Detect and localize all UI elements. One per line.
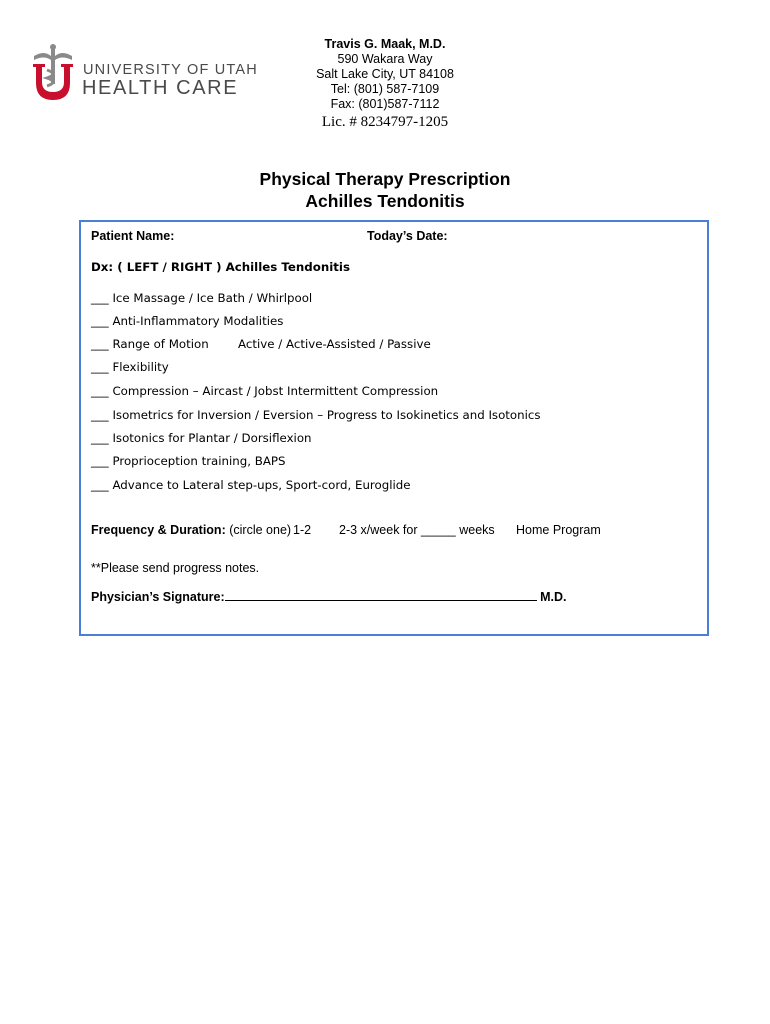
list-item: ___ Flexibility xyxy=(91,360,169,374)
signature-row xyxy=(91,590,566,604)
title-line-2: Achilles Tendonitis xyxy=(305,191,465,211)
physician-city: Salt Lake City, UT 84108 xyxy=(316,67,454,81)
frequency-hint: (circle one) xyxy=(229,523,292,537)
list-item: ___ Anti-Inflammatory Modalities xyxy=(91,314,284,328)
logo-text-health-care: HEALTH CARE xyxy=(82,77,239,99)
physician-header xyxy=(270,37,500,131)
patient-name-label: Patient Name: xyxy=(91,229,175,243)
prescription-form-box xyxy=(79,220,709,636)
frequency-label: Frequency & Duration: xyxy=(91,523,226,537)
list-item: ___ Range of Motion xyxy=(91,337,209,351)
university-of-utah-health-care-logo xyxy=(30,44,260,104)
list-item: ___ Isometrics for Inversion / Eversion – Progress to Isokinetics and Isotonics xyxy=(91,408,541,422)
caduceus-u-logo-icon xyxy=(30,44,76,104)
range-of-motion-options: Active / Active-Assisted / Passive xyxy=(238,337,431,351)
frequency-duration-row xyxy=(91,523,291,537)
signature-line xyxy=(225,590,537,601)
signature-label: Physician’s Signature: xyxy=(91,590,225,604)
list-item: ___ Isotonics for Plantar / Dorsiflexion xyxy=(91,431,312,445)
list-item: ___ Proprioception training, BAPS xyxy=(91,454,286,468)
frequency-option-2: 2-3 x/week for _____ weeks xyxy=(339,523,495,537)
list-item: ___ Ice Massage / Ice Bath / Whirlpool xyxy=(91,291,313,305)
page-title xyxy=(0,168,770,212)
physician-license: Lic. # 8234797-1205 xyxy=(321,114,449,130)
list-item: ___ Advance to Lateral step-ups, Sport-cord, Euroglide xyxy=(91,478,411,492)
logo-text-university: UNIVERSITY OF UTAH xyxy=(83,62,258,78)
list-item: ___ Compression – Aircast / Jobst Intermittent Compression xyxy=(91,384,439,398)
frequency-option-3: Home Program xyxy=(516,523,601,537)
progress-notes-note: **Please send progress notes. xyxy=(91,561,260,575)
frequency-option-1: 1-2 xyxy=(293,523,312,537)
physician-fax: Fax: (801)587-7112 xyxy=(330,97,440,111)
physician-street: 590 Wakara Way xyxy=(337,52,433,66)
diagnosis-line: Dx: ( LEFT / RIGHT ) Achilles Tendonitis xyxy=(91,260,350,274)
physician-tel: Tel: (801) 587-7109 xyxy=(330,82,440,96)
signature-suffix: M.D. xyxy=(540,590,567,604)
physician-name: Travis G. Maak, M.D. xyxy=(324,37,446,51)
title-line-1: Physical Therapy Prescription xyxy=(259,169,511,189)
todays-date-label: Today’s Date: xyxy=(367,229,448,243)
